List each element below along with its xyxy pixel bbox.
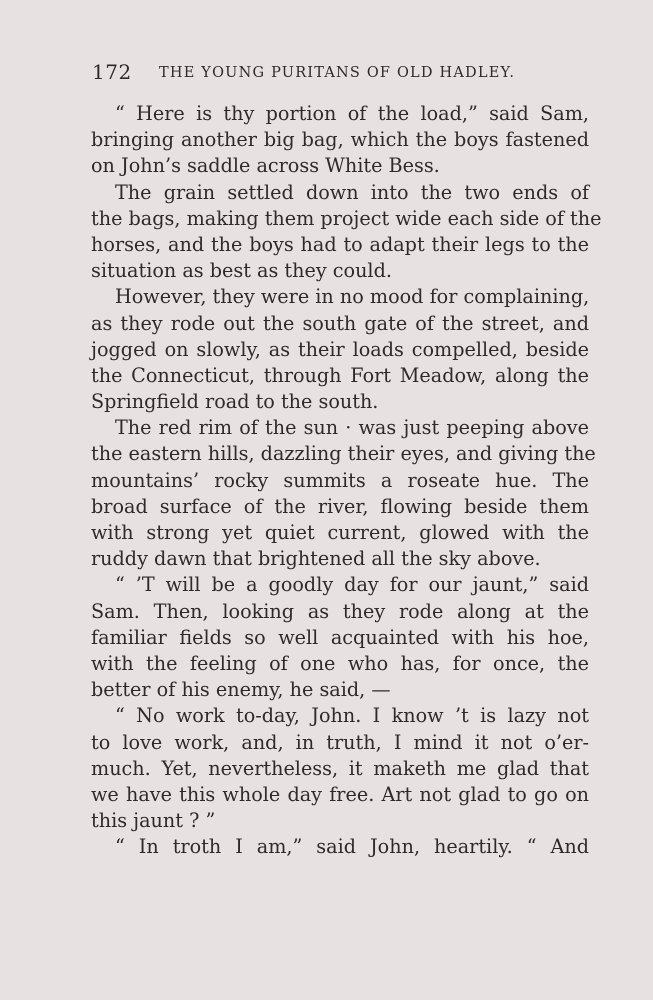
- text-line: familiar fields so well acquainted with his hoe,: [91, 625, 589, 649]
- text-line: with the feeling of one who has, for once, the: [91, 651, 589, 675]
- text-line: horses, and the boys had to adapt their legs to the: [91, 232, 589, 256]
- text-line: Springfield road to the south.: [91, 390, 379, 414]
- text-line: ruddy dawn that brightened all the sky above.: [91, 547, 541, 571]
- text-line: broad surface of the river, flowing beside them: [91, 494, 589, 518]
- text-line: mountains’ rocky summits a roseate hue. The: [91, 468, 589, 492]
- text-line: to love work, and, in truth, I mind it not o’er-: [91, 730, 589, 754]
- text-line: the eastern hills, dazzling their eyes, and giving the: [91, 442, 596, 466]
- text-line: the bags, making them project wide each side of the: [91, 206, 602, 230]
- text-line: we have this whole day free. Art not glad to go on: [91, 782, 589, 806]
- text-line: “ ’T will be a goodly day for our jaunt,” said: [115, 573, 589, 597]
- text-line: The grain settled down into the two ends of: [115, 180, 589, 204]
- text-line: situation as best as they could.: [91, 259, 392, 283]
- body-text: [91, 101, 602, 860]
- text-line: better of his enemy, he said, —: [91, 678, 391, 702]
- text-line: “ No work to-day, John. I know ’t is lazy not: [115, 704, 589, 728]
- running-title: THE YOUNG PURITANS OF OLD HADLEY.: [159, 65, 516, 81]
- page-number: 172: [92, 60, 132, 84]
- text-line: Sam. Then, looking as they rode along at the: [91, 599, 589, 623]
- text-line: “ In troth I am,” said John, heartily. “ And: [115, 835, 589, 859]
- text-line: bringing another big bag, which the boys fastened: [91, 128, 589, 152]
- text-line: this jaunt ? ”: [91, 809, 216, 833]
- text-line: much. Yet, nevertheless, it maketh me glad that: [91, 756, 589, 780]
- text-line: The red rim of the sun · was just peeping above: [115, 416, 589, 440]
- text-line: as they rode out the south gate of the street, and: [91, 311, 589, 335]
- text-line: on John’s saddle across White Bess.: [91, 154, 440, 178]
- text-line: the Connecticut, through Fort Meadow, along the: [91, 363, 589, 387]
- running-head: [92, 58, 592, 90]
- text-line: However, they were in no mood for complaining,: [115, 285, 590, 309]
- text-line: with strong yet quiet current, glowed with the: [91, 521, 589, 544]
- text-line: “ Here is thy portion of the load,” said Sam,: [115, 102, 589, 125]
- text-line: jogged on slowly, as their loads compelled, beside: [91, 337, 589, 361]
